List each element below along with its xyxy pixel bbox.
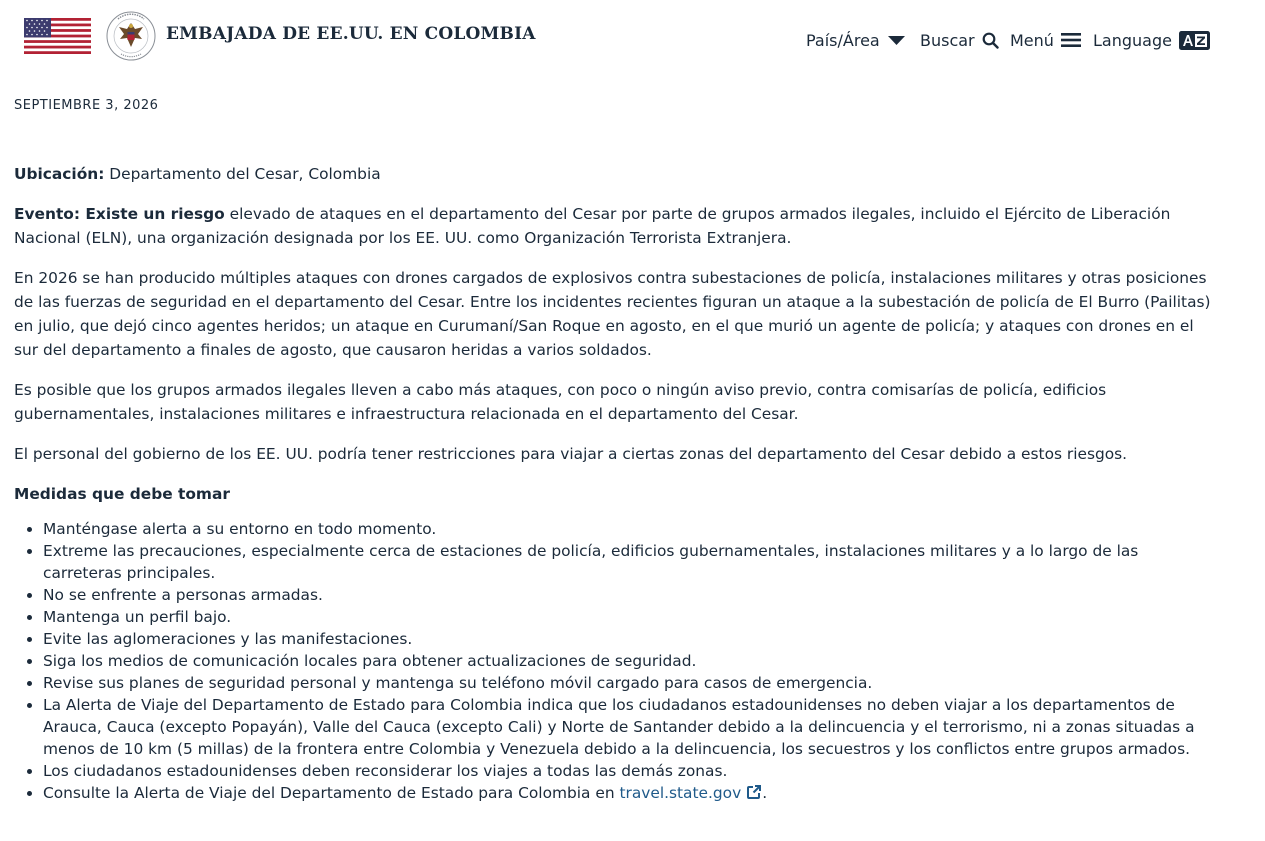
search-icon (982, 32, 999, 49)
action-item: • Los ciudadanos estadounidenses deben reconsiderar los viajes a todas las demás zonas. (43, 760, 1214, 782)
nav-pais-area-label: País/Área (806, 30, 880, 50)
action-item: • La Alerta de Viaje del Departamento de Estado para Colombia indica que los ciudadanos estadounidenses no deben viajar a los departamentos de Arauca, Cauca (excepto Popayán), Valle del Cauca (excepto Cali) y Norte de Santander debido a la delincuencia y el terrorismo, ni a zonas situadas a menos de 10 km (5 millas) de la frontera entre Colombia y Venezuela debido a la delincuencia, los secuestros y los conflictos entre grupos armados. (43, 694, 1214, 760)
language-az-icon (1179, 31, 1210, 50)
location-text: Departamento del Cesar, Colombia (104, 165, 381, 183)
event-text: elevado de ataques en el departamento del Cesar por parte de grupos armados ilegales, incluido el Ejército de Liberación Nacional (ELN), una organización designada por los EE. UU. como Organización Terrorista Extranjera. (14, 205, 1171, 247)
publish-date: SEPTIEMBRE 3, 2026 (14, 98, 159, 113)
us-flag-icon[interactable] (24, 18, 91, 54)
nav-pais-area[interactable] (806, 29, 906, 51)
action-item: • Revise sus planes de seguridad personal y mantenga su teléfono móvil cargado para casos de emergencia. (43, 672, 1214, 694)
external-link-icon (746, 784, 762, 800)
nav-menu-label: Menú (1010, 30, 1054, 50)
action-item-text: Consulte la Alerta de Viaje del Departamento de Estado para Colombia en (43, 784, 620, 802)
restrictions-paragraph: El personal del gobierno de los EE. UU. podría tener restricciones para viajar a ciertas zonas del departamento del Cesar debido a estos riesgos. (14, 445, 1128, 463)
site-title[interactable]: EMBAJADA DE EE.UU. EN COLOMBIA (166, 24, 536, 44)
action-item: • Extreme las precauciones, especialmente cerca de estaciones de policía, edificios gubernamentales, instalaciones militares y a lo largo de las carreteras principales. (43, 540, 1214, 584)
action-item: • Mantenga un perfil bajo. (43, 606, 1214, 628)
location-paragraph (14, 162, 1214, 186)
hamburger-menu-icon (1061, 32, 1081, 48)
embassy-seal-icon[interactable] (106, 11, 156, 61)
event-label: Evento: Existe un riesgo (14, 205, 225, 223)
travel-link-label: travel.state.gov (619, 784, 742, 802)
action-item-end: . (762, 784, 768, 802)
location-label: Ubicación: (14, 165, 105, 183)
site-header (0, 0, 1265, 80)
nav-language-label: Language (1093, 30, 1172, 50)
nav-buscar[interactable] (920, 29, 999, 51)
action-item: • No se enfrente a personas armadas. (43, 584, 1214, 606)
actions-list (14, 518, 1214, 804)
action-item: • Siga los medios de comunicación locales para obtener actualizaciones de seguridad. (43, 650, 1214, 672)
travel-state-gov-link[interactable] (619, 784, 762, 802)
incidents-paragraph: En 2026 se han producido múltiples ataques con drones cargados de explosivos contra subestaciones de policía, instalaciones militares y otras posiciones de las fuerzas de seguridad en el departamento del Cesar. Entre los incidentes recientes figuran un ataque a la subestación de policía de El Burro (Pailitas) en julio, que dejó cinco agentes heridos; un ataque en Curumaní/San Roque en agosto, en el que murió un agente de policía; y ataques con drones en el sur del departamento a finales de agosto, que causaron heridas a varios soldados. (14, 269, 1211, 359)
action-item: • Evite las aglomeraciones y las manifestaciones. (43, 628, 1214, 650)
nav-buscar-label: Buscar (920, 30, 975, 50)
action-item: • Manténgase alerta a su entorno en todo momento. (43, 518, 1214, 540)
event-paragraph (14, 202, 1214, 250)
caret-down-icon (887, 34, 906, 46)
action-item-travel-link (43, 782, 1214, 804)
actions-heading: Medidas que debe tomar (14, 485, 230, 503)
risk-paragraph: Es posible que los grupos armados ilegales lleven a cabo más ataques, con poco o ningún aviso previo, contra comisarías de policía, edificios gubernamentales, instalaciones militares e infraestructura relacionada en el departamento del Cesar. (14, 381, 1107, 423)
nav-language[interactable] (1093, 29, 1210, 51)
nav-menu[interactable] (1010, 29, 1081, 51)
alert-content (14, 162, 1214, 804)
